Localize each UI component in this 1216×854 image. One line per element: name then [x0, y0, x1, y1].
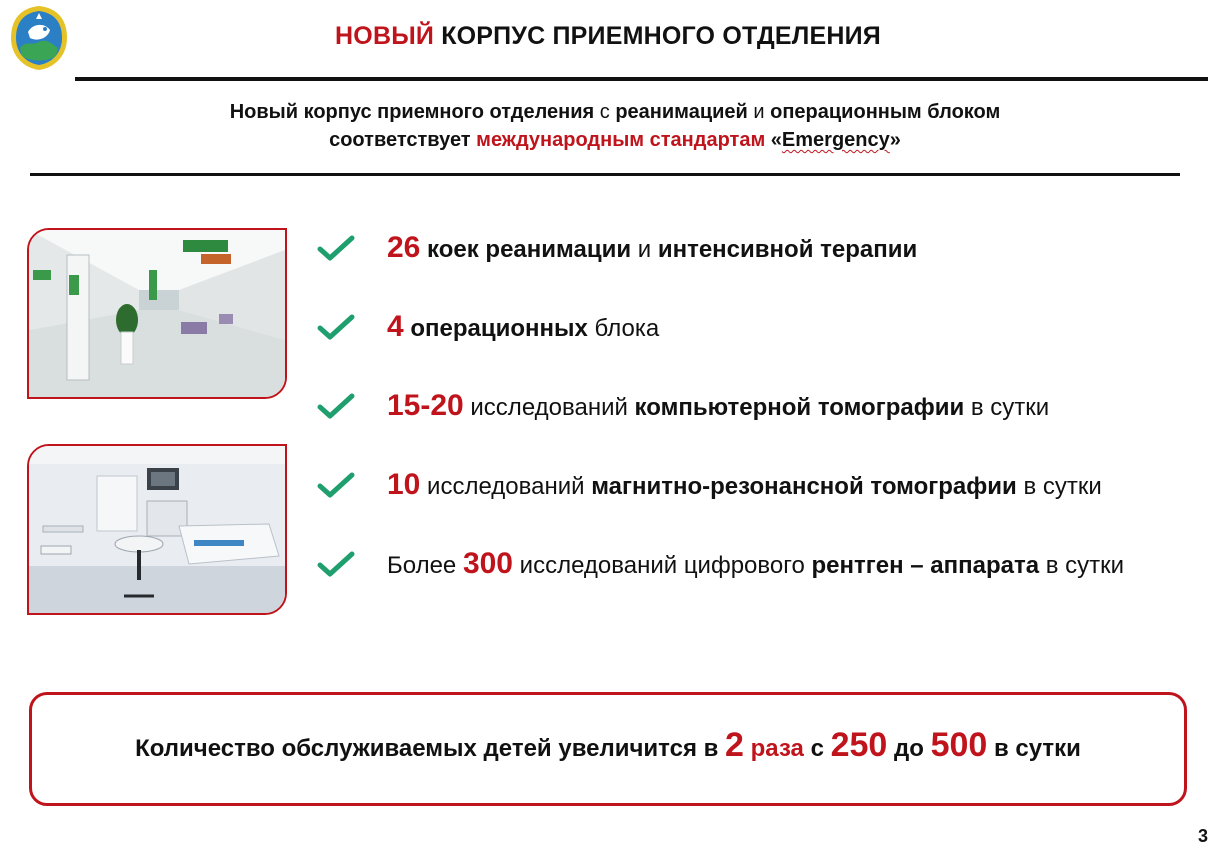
page-title	[0, 22, 1216, 51]
text-run: магнитно-резонансной томографии	[591, 473, 1017, 500]
subtitle	[0, 98, 1216, 154]
list-item-text	[387, 310, 659, 344]
text-run: Более	[387, 552, 463, 579]
subtitle-line-1	[0, 98, 1216, 126]
text-run: рентген – аппарата	[811, 552, 1040, 579]
text-run: с	[599, 101, 616, 123]
text-run: в сутки	[1016, 473, 1102, 500]
text-run: Количество обслуживаемых детей увеличится в	[135, 735, 726, 762]
text-run: и	[753, 101, 771, 123]
text-run: исследований цифрового	[513, 552, 812, 579]
title-highlight: НОВЫЙ	[335, 22, 435, 50]
check-icon	[316, 312, 356, 342]
text-run: 15-20	[387, 389, 464, 422]
text-run: блока	[587, 315, 660, 342]
text-run: исследований	[463, 394, 635, 421]
examination-room-photo	[27, 444, 287, 615]
summary-box	[29, 692, 1187, 806]
subtitle-divider	[30, 173, 1180, 176]
text-run: раза	[743, 735, 804, 762]
check-icon	[316, 470, 356, 500]
text-run: 500	[930, 726, 988, 764]
text-run: 10	[387, 468, 421, 501]
list-item	[316, 228, 918, 268]
text-run: реанимацией	[615, 101, 754, 123]
text-run: компьютерной томографии	[634, 394, 965, 421]
subtitle-line-2	[0, 126, 1216, 154]
text-run: до	[887, 735, 931, 762]
text-run: 300	[462, 547, 513, 580]
text-run: соответствует	[329, 129, 477, 151]
text-run: в сутки	[1039, 552, 1125, 579]
list-item	[316, 386, 1050, 426]
list-item-text	[387, 468, 1102, 502]
list-item-text	[387, 547, 1124, 581]
hospital-corridor-photo	[27, 228, 287, 399]
text-run: »	[889, 129, 901, 151]
text-run: 2	[725, 726, 744, 764]
list-item	[316, 307, 660, 347]
list-item	[316, 544, 1125, 584]
check-icon	[316, 233, 356, 263]
text-run: исследований	[420, 473, 592, 500]
text-run: интенсивной терапии	[657, 236, 918, 263]
text-run: 4	[387, 310, 404, 343]
text-run: коек реанимации	[420, 236, 638, 263]
text-run: и	[637, 236, 658, 263]
summary-text	[32, 726, 1184, 765]
text-run: 250	[830, 726, 888, 764]
check-icon	[316, 391, 356, 421]
text-run: Новый корпус приемного отделения	[229, 101, 600, 123]
text-run: международным стандартам	[476, 129, 771, 151]
list-item	[316, 465, 1102, 505]
title-divider	[75, 77, 1208, 81]
text-run: «	[770, 129, 782, 151]
text-run: 26	[387, 231, 421, 264]
list-item-text	[387, 389, 1049, 423]
text-run: в сутки	[964, 394, 1050, 421]
text-run: Emergency	[781, 129, 890, 151]
check-icon	[316, 549, 356, 579]
text-run: операционным блоком	[770, 101, 1001, 123]
page-number: 3	[1197, 826, 1208, 846]
text-run: в сутки	[987, 735, 1081, 762]
text-run: с	[803, 735, 831, 762]
title-rest: КОРПУС ПРИЕМНОГО ОТДЕЛЕНИЯ	[441, 22, 881, 50]
list-item-text	[387, 231, 917, 265]
text-run: операционных	[403, 315, 588, 342]
